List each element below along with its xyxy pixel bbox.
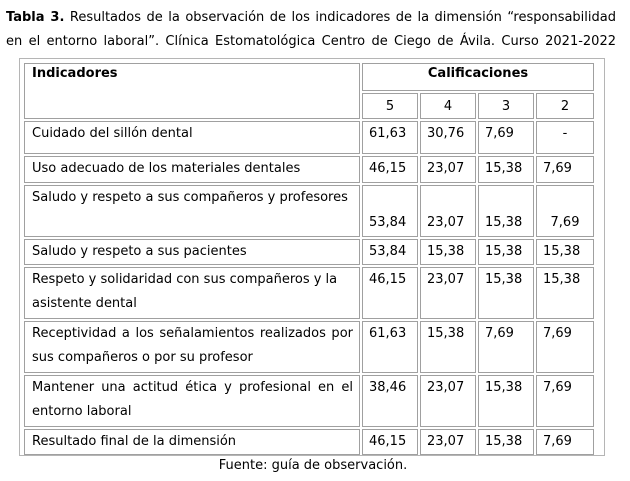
value-cell: 7,69 <box>536 321 594 373</box>
value-cell: 7,69 <box>536 185 594 237</box>
value-cell: 46,15 <box>362 267 418 319</box>
value-cell: 7,69 <box>536 375 594 427</box>
value-cell: 15,38 <box>478 429 534 455</box>
table-row <box>24 121 594 154</box>
value-cell: 23,07 <box>420 267 476 319</box>
header-indicators: Indicadores <box>24 63 360 119</box>
value-cell: 38,46 <box>362 375 418 427</box>
indicator-cell: Respeto y solidaridad con sus compañeros y la asistente dental <box>24 267 360 319</box>
value-cell: 23,07 <box>420 156 476 183</box>
value-cell: 15,38 <box>478 267 534 319</box>
value-cell: 23,07 <box>420 185 476 237</box>
value-cell: 15,38 <box>420 321 476 373</box>
value-cell: 61,63 <box>362 321 418 373</box>
table-caption <box>6 6 616 54</box>
indicator-cell: Mantener una actitud ética y profesional en el entorno laboral <box>24 375 360 427</box>
value-cell: 15,38 <box>478 156 534 183</box>
value-cell: - <box>536 121 594 154</box>
indicator-cell: Saludo y respeto a sus pacientes <box>24 239 360 265</box>
table-row <box>24 239 594 265</box>
value-cell: 15,38 <box>536 239 594 265</box>
caption-line-1 <box>6 6 616 30</box>
indicator-cell: Cuidado del sillón dental <box>24 121 360 154</box>
header-ratings: Calificaciones <box>362 63 594 91</box>
indicator-cell: Uso adecuado de los materiales dentales <box>24 156 360 183</box>
table-row <box>24 185 594 237</box>
rating-column-3: 3 <box>478 93 534 120</box>
value-cell: 15,38 <box>420 239 476 265</box>
table-row <box>24 321 594 373</box>
table-header-row <box>24 63 594 91</box>
value-cell: 7,69 <box>536 429 594 455</box>
value-cell: 7,69 <box>536 156 594 183</box>
rating-column-5: 5 <box>362 93 418 120</box>
value-cell: 46,15 <box>362 429 418 455</box>
indicator-cell: Resultado final de la dimensión <box>24 429 360 455</box>
value-cell: 23,07 <box>420 429 476 455</box>
value-cell: 7,69 <box>478 321 534 373</box>
caption-label: Tabla 3. <box>6 10 65 25</box>
value-cell: 53,84 <box>362 185 418 237</box>
table-source-note: Fuente: guía de observación. <box>218 458 408 473</box>
table-row <box>24 156 594 183</box>
value-cell: 7,69 <box>478 121 534 154</box>
value-cell: 15,38 <box>478 185 534 237</box>
table-row <box>24 429 594 455</box>
value-cell: 61,63 <box>362 121 418 154</box>
value-cell: 53,84 <box>362 239 418 265</box>
caption-text-1: Resultados de la observación de los indicadores de la dimensión “responsabilidad <box>64 10 616 25</box>
indicator-cell: Receptividad a los señalamientos realizados por sus compañeros o por su profesor <box>24 321 360 373</box>
value-cell: 23,07 <box>420 375 476 427</box>
value-cell: 15,38 <box>478 375 534 427</box>
table-row <box>24 375 594 427</box>
rating-column-2: 2 <box>536 93 594 120</box>
rating-column-4: 4 <box>420 93 476 120</box>
results-table <box>22 61 596 457</box>
table-row <box>24 267 594 319</box>
value-cell: 46,15 <box>362 156 418 183</box>
value-cell: 30,76 <box>420 121 476 154</box>
value-cell: 15,38 <box>536 267 594 319</box>
caption-line-2: en el entorno laboral”. Clínica Estomatológica Centro de Ciego de Ávila. Curso 2021-2022 <box>6 34 616 49</box>
indicator-cell: Saludo y respeto a sus compañeros y profesores <box>24 185 360 237</box>
value-cell: 15,38 <box>478 239 534 265</box>
